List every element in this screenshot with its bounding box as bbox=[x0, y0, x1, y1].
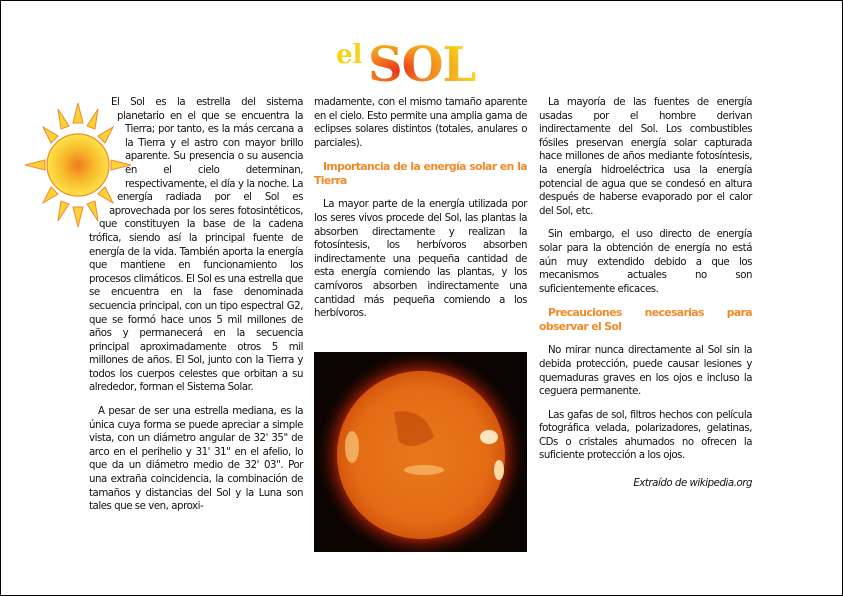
intro-paragraph: El Sol es la estrella del sistema planetario en el que se encuentra la Tierra; por tanto, es la más cercana a la Tierra y el astro con mayor brillo aparente. Su presencia o su ausencia en el cielo determinan, respectivamente, el día y la noche. La energía radiada por el Sol es aprovechada por los seres fotosintéticos, que constituyen la base de la cadena trófica, siendo así la principal fuente de energía de la vida. También aporta la energía que mantiene en funcionamiento los procesos climáticos. El Sol es una estrella que se encuentra en la fase denominada secuencia principal, con un tipo espectral G2, que se formó hace unos 5 mil millones de años y permanecerá en la secuencia principal aproximadamente otros 5 mil millones de años. El Sol, junto con la Tierra y todos los cuerpos celestes que orbitan a su alrededor, forman el Sistema Solar. bbox=[89, 97, 303, 394]
sun-photograph bbox=[314, 352, 527, 552]
column-1 bbox=[89, 96, 303, 524]
glasses-paragraph: Las gafas de sol, filtros hechos con película fotográfica velada, polarizadores, gelatinas, CDs o cristales ahumados no ofrecen la suficiente protección a los ojos. bbox=[539, 409, 752, 462]
warning-paragraph: No mirar nunca directamente al Sol sin la debida protección, puede causar lesiones y quemaduras graves en los ojos e incluso la ceguera permanente. bbox=[539, 345, 752, 398]
title-main: SOL bbox=[368, 37, 476, 89]
page-title bbox=[334, 29, 514, 89]
column-3 bbox=[539, 96, 752, 501]
column-2 bbox=[314, 96, 527, 331]
direct-use-paragraph: Sin embargo, el uso directo de energía solar para la obtención de energía no está aún muy extendido debido a que los mecanismos actuales no son suficientemente eficaces. bbox=[539, 229, 752, 295]
eclipse-paragraph: madamente, con el mismo tamaño aparente en el cielo. Esto permite una amplia gama de eclipses solares distintos (totales, anulares o parciales). bbox=[314, 97, 527, 149]
section-heading-energy: Importancia de la energía solar en la Tierra bbox=[314, 160, 527, 188]
section-heading-precautions: Precauciones necesarias para observar el Sol bbox=[539, 306, 752, 334]
energy-paragraph: La mayor parte de la energía utilizada por los seres vivos procede del Sol, las plantas la absorben directamente y realizan la fotosíntesis, los herbívoros absorben indirectamente una pequeña cantidad de esta energía comiendo las plantas, y los carnívoros absorben indirectamente una cantidad más pequeña comiendo a los herbívoros. bbox=[314, 199, 527, 320]
title-prefix: el bbox=[336, 40, 363, 70]
sun-photo-icon bbox=[314, 352, 527, 552]
title-logo bbox=[334, 29, 514, 89]
fossil-fuel-paragraph: La mayoría de las fuentes de energía usadas por el hombre derivan indirectamente del Sol. Los combustibles fósiles preservan energía solar capturada hace millones de años mediante fotosíntesis, la energía hidroeléctrica usa la energía potencial de agua que se condesó en altura después de haberse evaporado por el calor del Sol, etc. bbox=[539, 97, 752, 217]
diameter-paragraph: A pesar de ser una estrella mediana, es la única cuya forma se puede apreciar a simple vista, con un diámetro angular de 32' 35" de arco en el perihelio y 31' 31" en el afelio, lo que da un diámetro medio de 32' 03". Por una extraña coincidencia, la combinación de tamaños y distancias del Sol y la Luna son tales que se ven, aproxi- bbox=[89, 406, 303, 513]
source-credit: Extraído de wikipedia.org bbox=[633, 478, 752, 490]
